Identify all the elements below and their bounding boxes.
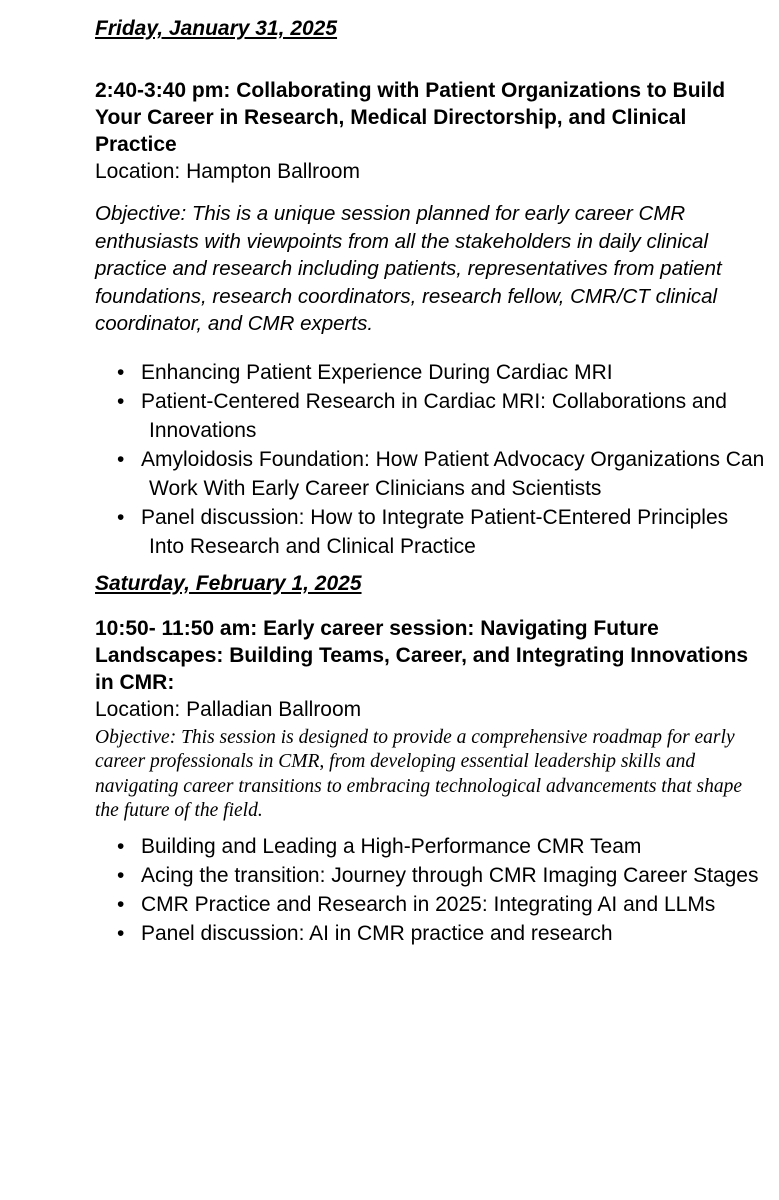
day-heading-friday: Friday, January 31, 2025: [95, 17, 338, 40]
talk-title: Patient-Centered Research in Cardiac MRI: Collaborations and Innovations: [141, 389, 727, 442]
session-objective: Objective: This session is designed to provide a comprehensive roadmap for early career professionals in CMR, from developing essential leadership skills and navigating career transitions to embracing technological advancements that shape the future of the field.: [95, 726, 743, 821]
bullet-icon: •: [117, 892, 125, 916]
bullet-icon: •: [117, 834, 125, 858]
talk-title: Building and Leading a High-Performance CMR Team: [141, 834, 642, 858]
session-location: Location: Palladian Ballroom: [95, 697, 362, 721]
bullet-icon: •: [117, 505, 125, 529]
talk-item: [95, 503, 765, 561]
talk-item: [95, 890, 765, 919]
talk-title: Amyloidosis Foundation: How Patient Advocacy Organizations Can Work With Early Career Clinicians and Scientists: [141, 447, 765, 500]
talk-item: [95, 445, 765, 503]
session-objective: Objective: This is a unique session planned for early career CMR enthusiasts with viewpoints from all the stakeholders in daily clinical practice and research including patients, representatives from patient foundations, research coordinators, research fellow, CMR/CT clinical coordinator, and CMR experts.: [95, 202, 722, 335]
bullet-icon: •: [117, 360, 125, 384]
schedule-document: [95, 14, 765, 948]
session-title: 10:50- 11:50 am: Early career session: Navigating Future Landscapes: Building Teams, Career, and Integrating Innovations in CMR:: [95, 616, 749, 694]
talk-item: [95, 358, 765, 387]
talk-title: Panel discussion: How to Integrate Patient-CEntered Principles Into Research and Clinical Practice: [141, 505, 729, 558]
bullet-icon: •: [117, 389, 125, 413]
bullet-icon: •: [117, 921, 125, 945]
bullet-icon: •: [117, 447, 125, 471]
talk-item: [95, 387, 765, 445]
talk-item: [95, 919, 765, 948]
talk-title: Enhancing Patient Experience During Cardiac MRI: [141, 360, 613, 384]
talk-item: [95, 861, 765, 890]
session-location: Location: Hampton Ballroom: [95, 160, 360, 183]
talk-title: Panel discussion: AI in CMR practice and research: [141, 921, 613, 945]
talk-title: Acing the transition: Journey through CMR Imaging Career Stages: [141, 863, 759, 887]
session-title: 2:40-3:40 pm: Collaborating with Patient Organizations to Build Your Career in Research, Medical Directorship, and Clinical Practice: [95, 79, 726, 156]
talk-item: [95, 832, 765, 861]
talk-title: CMR Practice and Research in 2025: Integrating AI and LLMs: [141, 892, 716, 916]
talk-list: [95, 832, 765, 948]
talk-list: [95, 358, 765, 561]
bullet-icon: •: [117, 863, 125, 887]
day-heading-saturday: Saturday, February 1, 2025: [95, 571, 362, 595]
